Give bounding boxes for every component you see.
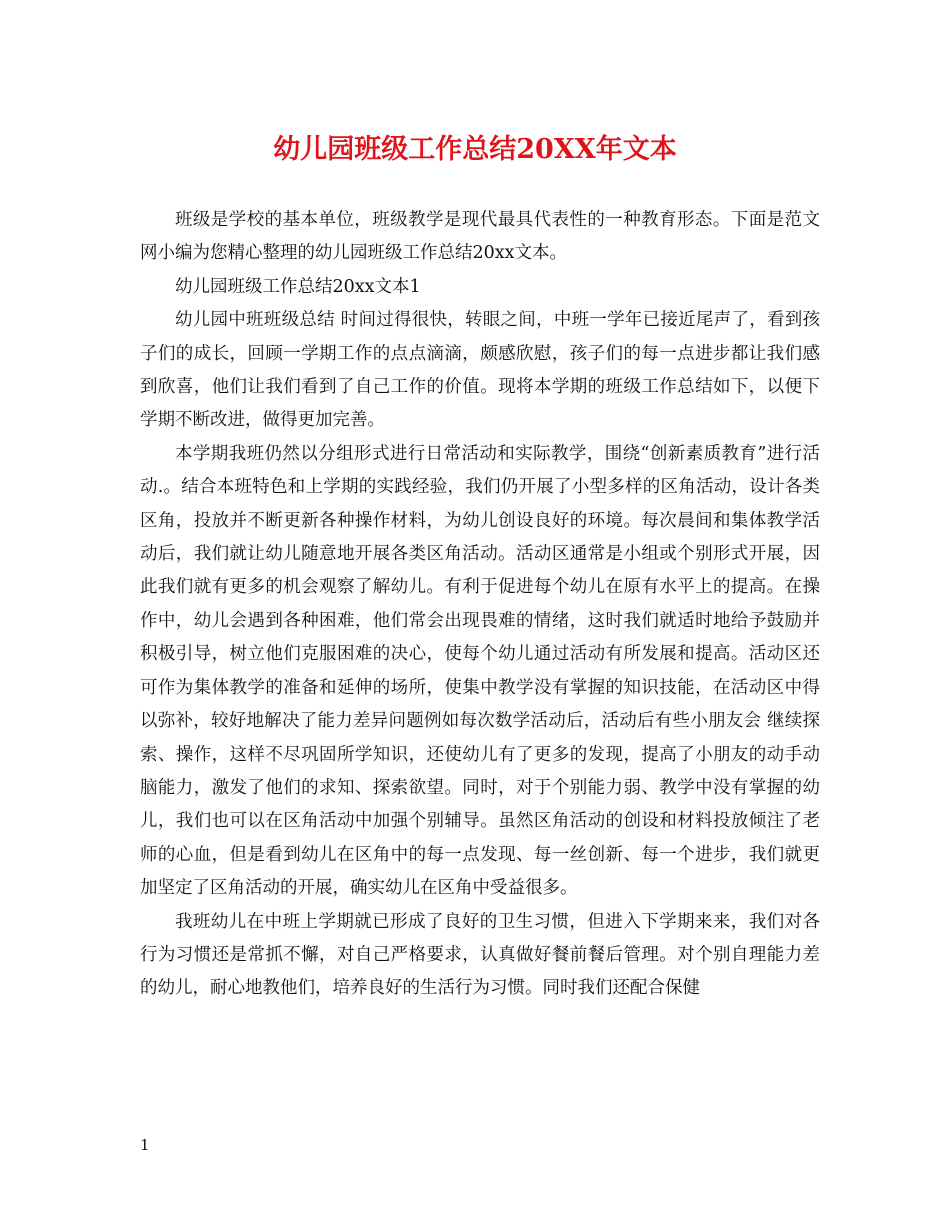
- page-title: 幼儿园班级工作总结20XX年文本: [273, 134, 677, 165]
- page-number: 1: [140, 1136, 150, 1154]
- document-body: [140, 204, 820, 1006]
- paragraph-area-activities: 本学期我班仍然以分组形式进行日常活动和实际教学，围绕“创新素质教育”进行活动.。结合本班特色和上学期的实践经验，我们仍开展了小型多样的区角活动，设计各类区角，投放并不断更新各种操作材料，为幼儿创设良好的环境。每次晨间和集体教学活动后，我们就让幼儿随意地开展各类区角活动。活动区通常是小组或个别形式开展，因此我们就有更多的机会观察了解幼儿。有利于促进每个幼儿在原有水平上的提高。在操作中，幼儿会遇到各种困难，他们常会出现畏难的情绪，这时我们就适时地给予鼓励并积极引导，树立他们克服困难的决心，使每个幼儿通过活动有所发展和提高。活动区还可作为集体教学的准备和延伸的场所，使集中教学没有掌握的知识技能，在活动区中得以弥补，较好地解决了能力差异问题例如每次数学活动后，活动后有些小朋友会 继续探索、操作，这样不尽巩固所学知识，还使幼儿有了更多的发现，提高了小朋友的动手动脑能力，激发了他们的求知、探索欲望。同时，对于个别能力弱、教学中没有掌握的幼儿，我们也可以在区角活动中加强个别辅导。虽然区角活动的创设和材料投放倾注了老师的心血，但是看到幼儿在区角中的每一点发现、每一丝创新、每一个进步，我们就更加坚定了区角活动的开展，确实幼儿在区角中受益很多。: [140, 443, 820, 899]
- paragraph-intro: 班级是学校的基本单位，班级教学是现代最具代表性的一种教育形态。下面是范文网小编为您精心整理的幼儿园班级工作总结20xx文本。: [140, 210, 820, 264]
- paragraph-habits: 我班幼儿在中班上学期就已形成了良好的卫生习惯，但进入下学期来来，我们对各行为习惯还是常抓不懈，对自己严格要求，认真做好餐前餐后管理。对个别自理能力差的幼儿，耐心地教他们，培养良好的生活行为习惯。同时我们还配合保健: [140, 911, 820, 999]
- paragraph-subheading: 幼儿园班级工作总结20xx文本1: [175, 276, 421, 297]
- paragraph-summary-opening: 幼儿园中班班级总结 时间过得很快，转眼之间，中班一学年已接近尾声了，看到孩子们的成长，回顾一学期工作的点点滴滴，颇感欣慰，孩子们的每一点进步都让我们感到欣喜，他们让我们看到了自己工作的价值。现将本学期的班级工作总结如下，以便下学期不断改进，做得更加完善。: [140, 310, 820, 431]
